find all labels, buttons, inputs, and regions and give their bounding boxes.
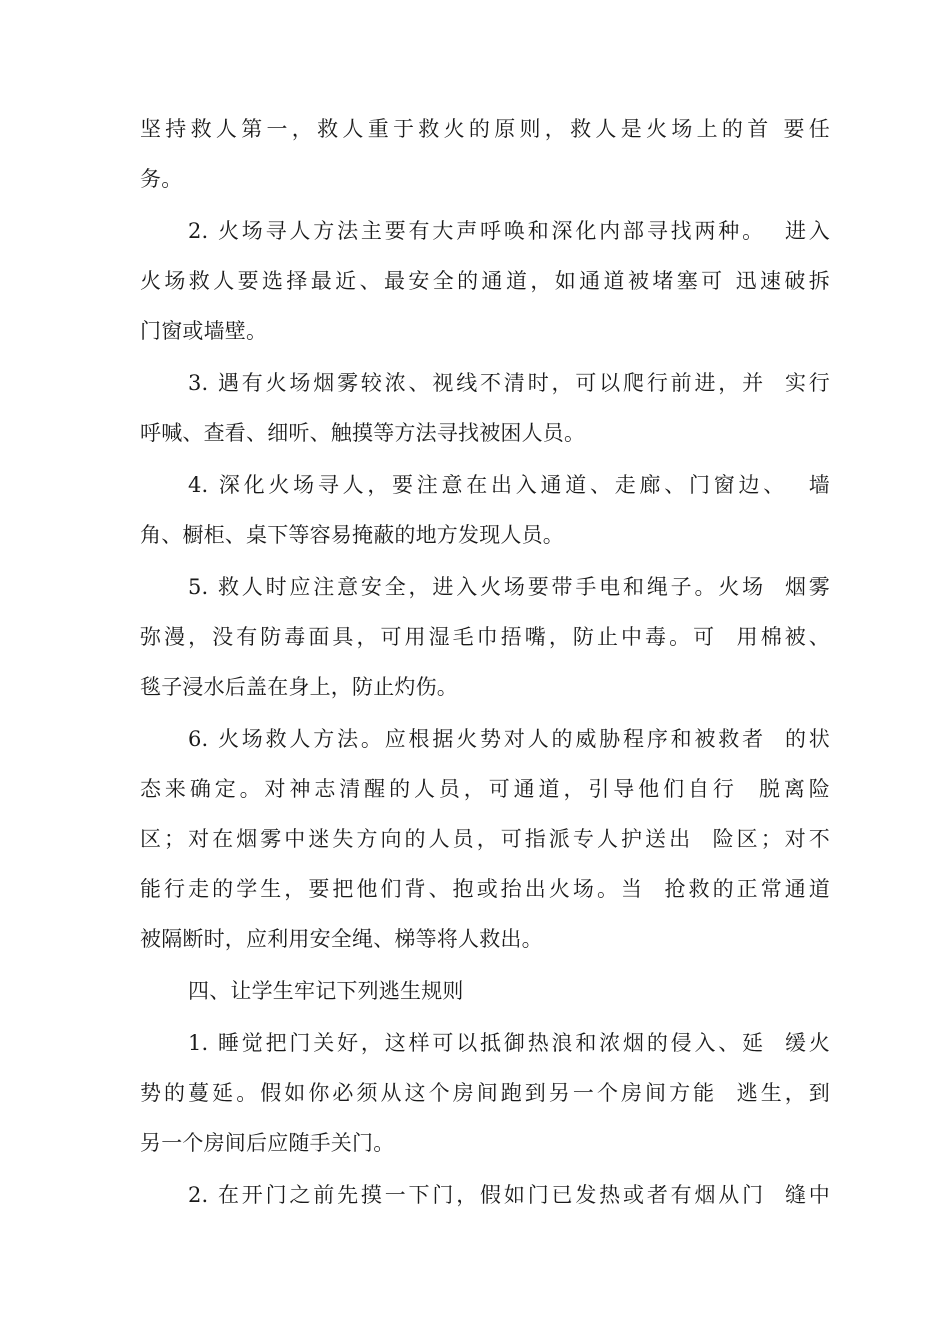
- text-line: 坚持救人第一，救人重于救火的原则，救人是火场上的首 要任: [140, 117, 830, 141]
- text-line: 务。: [140, 167, 183, 191]
- text-line: 1. 睡觉把门关好，这样可以抵御热浪和浓烟的侵入、延 缓火: [188, 1031, 830, 1055]
- text-line: 角、橱柜、桌下等容易掩蔽的地方发现人员。: [140, 523, 564, 547]
- text-line: 6. 火场救人方法。应根据火势对人的威胁程序和被救者 的状: [188, 727, 830, 751]
- text-line: 门窗或墙壁。: [140, 319, 268, 343]
- text-line: 弥漫，没有防毒面具，可用湿毛巾捂嘴，防止中毒。可 用棉被、: [140, 625, 830, 649]
- section-heading: 四、让学生牢记下列逃生规则: [188, 979, 464, 1003]
- text-line: 4. 深化火场寻人，要注意在出入通道、走廊、门窗边、 墙: [188, 473, 830, 497]
- text-line: 态来确定。对神志清醒的人员，可通道，引导他们自行 脱离险: [140, 777, 830, 801]
- text-line: 能行走的学生，要把他们背、抱或抬出火场。当 抢救的正常通道: [140, 877, 830, 901]
- text-line: 呼喊、查看、细听、触摸等方法寻找被困人员。: [140, 421, 586, 445]
- text-line: 5. 救人时应注意安全，进入火场要带手电和绳子。火场 烟雾: [188, 575, 830, 599]
- text-line: 被隔断时，应利用安全绳、梯等将人救出。: [140, 927, 543, 951]
- text-line: 区；对在烟雾中迷失方向的人员，可指派专人护送出 险区；对不: [140, 827, 830, 851]
- text-line: 另一个房间后应随手关门。: [140, 1131, 395, 1155]
- text-line: 势的蔓延。假如你必须从这个房间跑到另一个房间方能 逃生，到: [140, 1081, 830, 1105]
- text-line: 2. 在开门之前先摸一下门，假如门已发热或者有烟从门 缝中: [188, 1183, 830, 1207]
- text-line: 火场救人要选择最近、最安全的通道，如通道被堵塞可 迅速破拆: [140, 269, 830, 293]
- text-line: 毯子浸水后盖在身上，防止灼伤。: [140, 675, 458, 699]
- text-line: 3. 遇有火场烟雾较浓、视线不清时，可以爬行前进，并 实行: [188, 371, 830, 395]
- text-line: 2. 火场寻人方法主要有大声呼唤和深化内部寻找两种。 进入: [188, 219, 830, 243]
